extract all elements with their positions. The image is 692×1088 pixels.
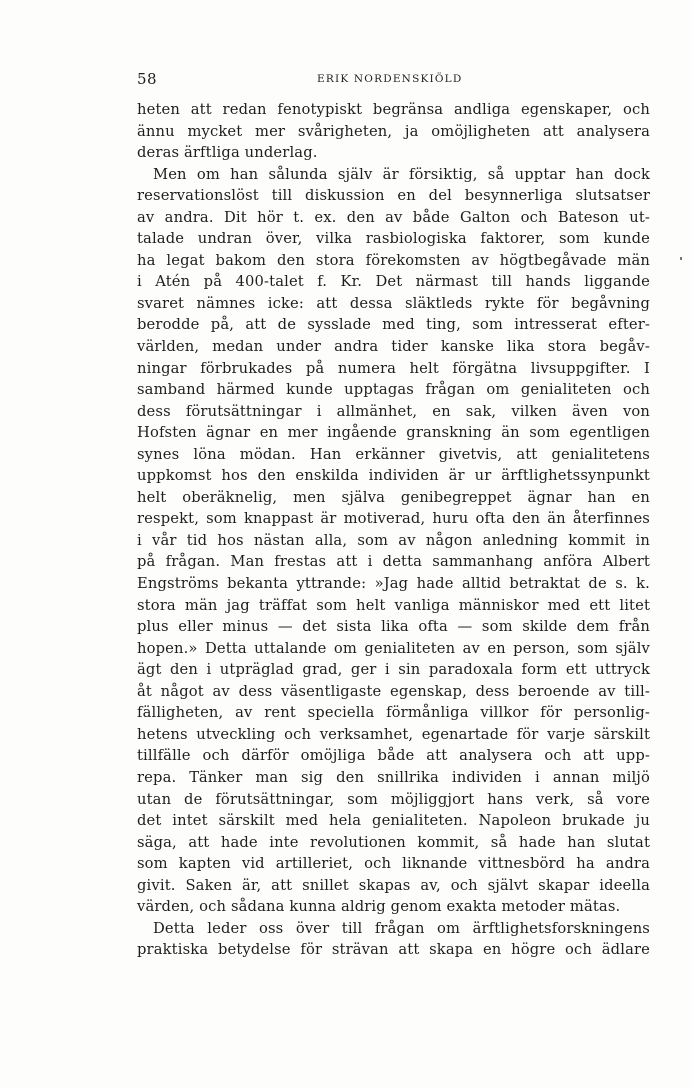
text-line: ha legat bakom den stora förekomsten av högtbegåvade män xyxy=(137,251,650,269)
text-line: utan de förutsättningar, som möjliggjort hans verk, så vore xyxy=(137,790,650,808)
text-line: Men om han sålunda själv är försiktig, så upptar han dock xyxy=(153,165,650,183)
text-line: i vår tid hos nästan alla, som av någon anledning kommit in xyxy=(137,531,650,549)
text-line: Detta leder oss över till frågan om ärftlighetsforskningens xyxy=(153,919,650,937)
text-line: respekt, som knappast är motiverad, huru ofta den än återfinnes xyxy=(137,510,650,528)
text-line: säga, att hade inte revolutionen kommit, så hade han slutat xyxy=(137,833,650,851)
text-line: talade undran över, vilka rasbiologiska faktorer, som kunde xyxy=(137,230,650,248)
text-line: uppkomst hos den enskilda individen är ur ärftlighetssynpunkt xyxy=(137,467,650,485)
text-line: givit. Saken är, att snillet skapas av, och självt skapar ideella xyxy=(137,876,650,894)
text-line: reservationslöst till diskussion en del besynnerliga slutsatser xyxy=(137,187,650,205)
text-line: i Atén på 400-talet f. Kr. Det närmast till hands liggande xyxy=(137,273,650,291)
text-line: deras ärftliga underlag. xyxy=(137,144,318,162)
page-header xyxy=(137,70,649,90)
text-line: åt något av dess väsentligaste egenskap, dess beroende av till- xyxy=(137,682,650,700)
running-head: ERIK NORDENSKIÖLD xyxy=(317,73,463,85)
text-line: repa. Tänker man sig den snillrika individen i annan miljö xyxy=(137,768,650,786)
text-line: svaret nämnes icke: att dessa släktleds rykte för begåvning xyxy=(137,294,650,312)
text-line: hetens utveckling och verksamhet, egenartade för varje särskilt xyxy=(137,725,650,743)
text-line: plus eller minus — det sista lika ofta — som skilde dem från xyxy=(137,618,650,636)
text-line: världen, medan under andra tider kanske lika stora begåv- xyxy=(137,338,650,356)
text-line: värden, och sådana kunna aldrig genom exakta metoder mätas. xyxy=(137,898,621,916)
text-line: Engströms bekanta yttrande: »Jag hade alltid betraktat de s. k. xyxy=(137,575,650,593)
text-line: synes löna mödan. Han erkänner givetvis, att genialitetens xyxy=(137,445,650,463)
text-line: ännu mycket mer svårigheten, ja omöjligheten att analysera xyxy=(137,122,650,140)
text-line: av andra. Dit hör t. ex. den av både Galton och Bateson ut- xyxy=(137,208,650,226)
text-line: hopen.» Detta uttalande om genialiteten av en person, som själv xyxy=(137,639,650,657)
text-line: ägt den i utpräglad grad, ger i sin paradoxala form ett uttryck xyxy=(137,661,650,679)
text-line: som kapten vid artilleriet, och liknande vittnesbörd ha andra xyxy=(137,855,650,873)
page-number: 58 xyxy=(137,70,158,88)
text-line: tillfälle och därför omöjliga både att analysera och att upp- xyxy=(137,747,650,765)
text-line: på frågan. Man frestas att i detta sammanhang anföra Albert xyxy=(137,553,650,571)
text-line: fälligheten, av rent speciella förmånliga villkor för personlig- xyxy=(137,704,650,722)
text-line: ningar förbrukades på numera helt förgätna livsuppgifter. I xyxy=(137,359,650,377)
text-line: Hofsten ägnar en mer ingående granskning än som egentligen xyxy=(137,424,650,442)
text-line: det intet särskilt med hela genialiteten. Napoleon brukade ju xyxy=(137,812,650,830)
margin-speck xyxy=(680,257,682,260)
text-line: stora män jag träffat som helt vanliga människor med ett litet xyxy=(137,596,650,614)
text-line: heten att redan fenotypiskt begränsa andliga egenskaper, och xyxy=(137,101,650,118)
text-line: helt oberäknelig, men själva genibegreppet ägnar han en xyxy=(137,488,650,506)
body-text xyxy=(137,99,650,961)
text-line: praktiska betydelse för strävan att skapa en högre och ädlare xyxy=(137,941,650,959)
text-line: berodde på, att de sysslade med ting, som intresserat efter- xyxy=(137,316,650,334)
text-line: dess förutsättningar i allmänhet, en sak, vilken även von xyxy=(137,402,650,420)
text-line: samband härmed kunde upptagas frågan om genialiteten och xyxy=(137,381,650,399)
